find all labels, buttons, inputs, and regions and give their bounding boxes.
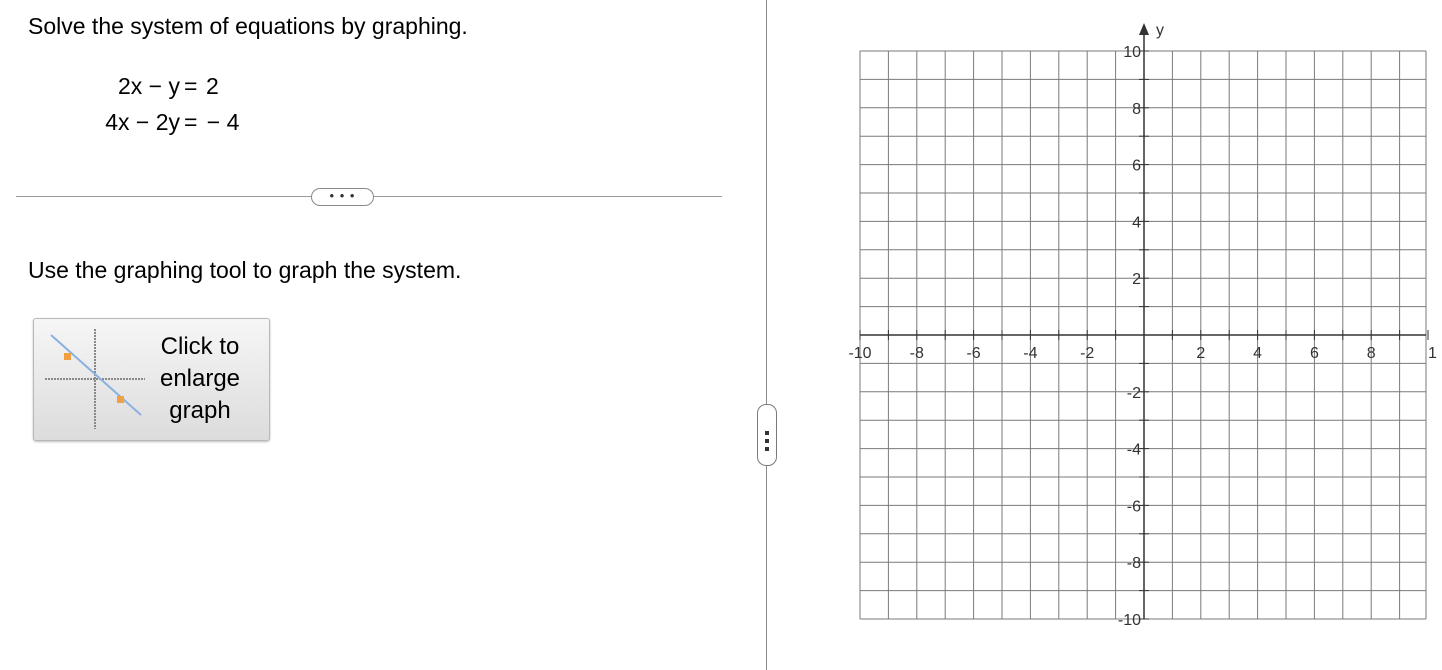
y-tick-label: -2 [1126, 384, 1141, 402]
y-tick-label: 4 [1132, 214, 1141, 232]
equation-1-right: 2 [206, 73, 219, 99]
y-tick-label: -6 [1126, 498, 1141, 516]
enlarge-graph-label: Click to enlarge graph [159, 333, 241, 424]
splitter-dot [765, 439, 769, 443]
y-tick-label: -10 [1117, 612, 1141, 629]
x-tick-label: 2 [1196, 345, 1206, 362]
pane-divider [766, 0, 767, 670]
splitter-dot [765, 447, 769, 451]
y-tick-label: 6 [1132, 157, 1141, 175]
instruction-text: Solve the system of equations by graphing. [28, 13, 468, 39]
x-tick-label: -8 [909, 345, 924, 362]
equation-2-left: 4x − 2y [105, 109, 180, 135]
x-tick-label: 6 [1309, 345, 1319, 362]
tick-labels [848, 22, 1437, 629]
equation-2-equals: = [184, 109, 198, 135]
sub-instruction-text: Use the graphing tool to graph the system. [28, 257, 462, 283]
x-tick-label: -2 [1080, 345, 1095, 362]
x-tick-label: -4 [1023, 345, 1038, 362]
splitter-dot [765, 431, 769, 435]
vertical-ellipsis-icon[interactable] [757, 404, 777, 466]
y-tick-label: 8 [1132, 100, 1141, 118]
equation-1 [0, 72, 300, 100]
y-tick-label: -4 [1126, 441, 1141, 459]
equation-2-right: − 4 [194, 109, 240, 135]
equation-1-left: 2x − y [117, 73, 180, 99]
graph-thumbnail-icon [45, 329, 145, 429]
coordinate-graph[interactable] [840, 10, 1440, 630]
x-tick-label: 4 [1253, 345, 1263, 362]
x-tick-label: -10 [848, 345, 872, 362]
x-tick-label: -6 [966, 345, 981, 362]
y-axis-label: y [1156, 22, 1164, 39]
show-more-button[interactable]: • • • [311, 188, 374, 206]
enlarge-graph-button[interactable] [33, 318, 270, 441]
x-tick-label: 1 [1428, 345, 1437, 362]
y-tick-label: 10 [1123, 44, 1141, 61]
equation-2 [0, 108, 300, 136]
x-tick-label: 8 [1366, 345, 1376, 362]
equation-1-equals: = [184, 73, 198, 99]
y-tick-label: -8 [1126, 555, 1141, 573]
y-axis-arrow-icon [1139, 23, 1149, 35]
y-tick-label: 2 [1132, 271, 1141, 289]
